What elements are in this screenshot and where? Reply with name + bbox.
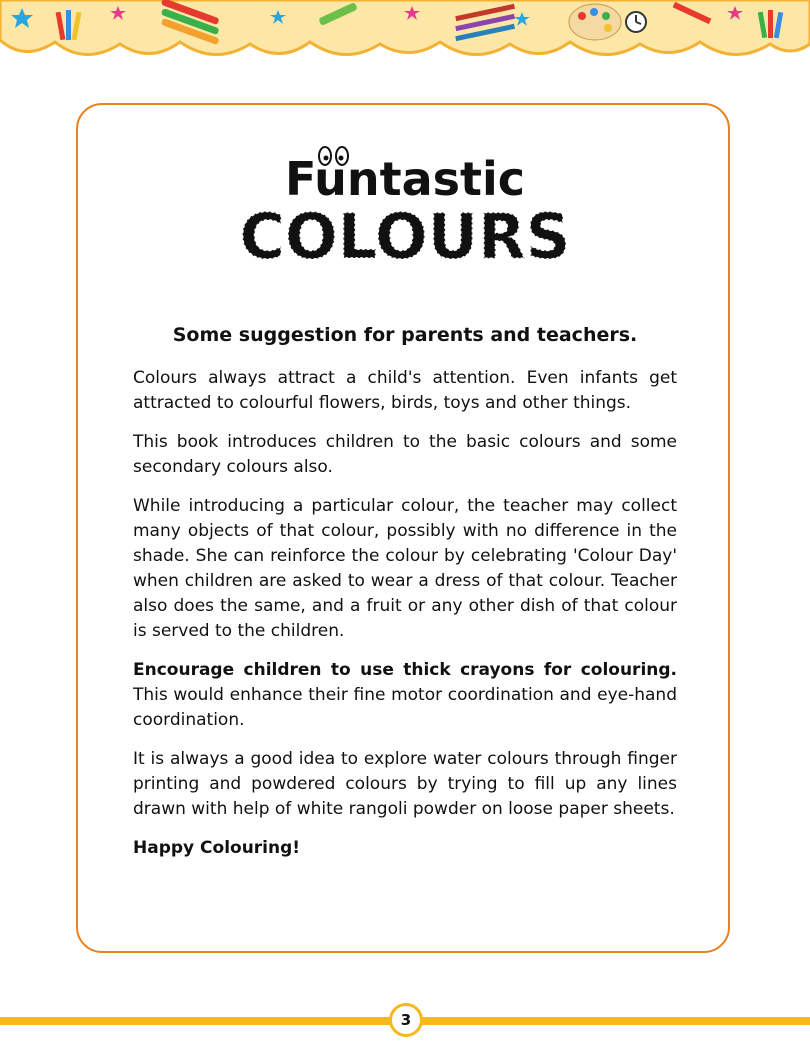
- paragraph: Colours always attract a child's attention. Even infants get attracted to colourful flowers, birds, toys and other things.: [133, 368, 677, 413]
- pencils-icon: [758, 10, 783, 38]
- paragraph-rest: This would enhance their fine motor coordination and eye-hand coordination.: [133, 685, 677, 730]
- bold-lead: Encourage children to use thick crayons for colouring.: [133, 660, 677, 680]
- body-text: [133, 366, 677, 875]
- decorative-header-border: [0, 0, 810, 70]
- paragraph: While introducing a particular colour, the teacher may collect many objects of that colour, possibly with no difference in the shade. She can reinforce the colour by celebrating 'Colour Day' when children are asked to wear a dress of that colour. Teacher also does the same, and a fruit or any other dish of that colour is served to the children.: [133, 496, 677, 641]
- title-logo: [230, 140, 580, 270]
- logo-word-2: COLOURS: [239, 200, 571, 270]
- palette-icon: [569, 4, 621, 40]
- page-heading: Some suggestion for parents and teachers.: [172, 324, 638, 346]
- closing-line: [133, 836, 677, 861]
- paragraph: It is always a good idea to explore water colours through finger printing and powdered colours by trying to fill up any lines drawn with help of white rangoli powder on loose paper sheets.: [133, 749, 677, 819]
- alarm-clock-icon: [626, 12, 646, 32]
- paragraph: This book introduces children to the basic colours and some secondary colours also.: [133, 432, 677, 477]
- closing-text: Happy Colouring!: [133, 838, 301, 858]
- logo-word-1: Funtastic: [284, 152, 526, 206]
- paragraph: [133, 658, 677, 733]
- page-number: 3: [389, 1003, 423, 1037]
